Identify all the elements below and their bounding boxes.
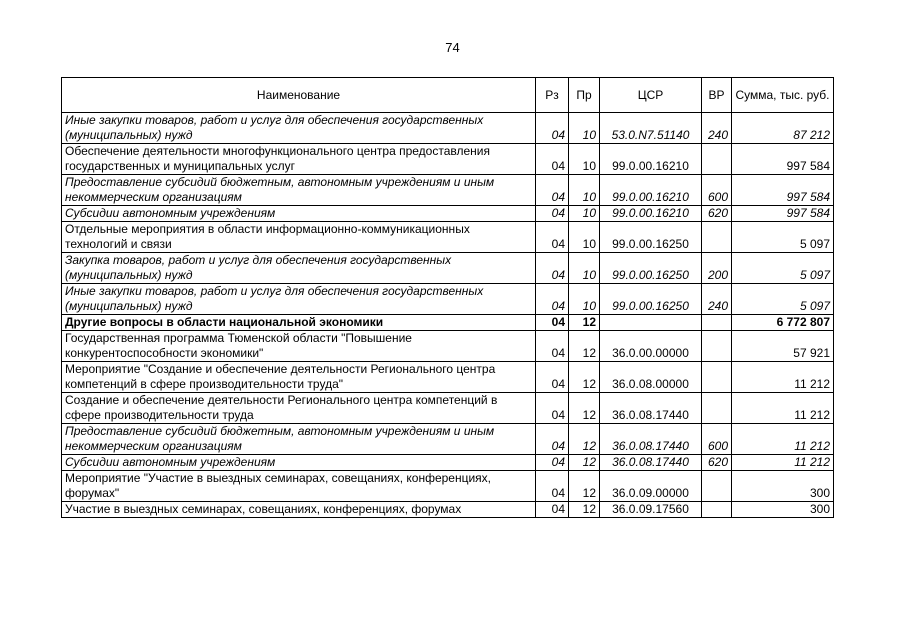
cell-pr: 10 — [569, 206, 600, 222]
cell-pr: 12 — [569, 424, 600, 455]
table-row — [62, 175, 834, 206]
cell-name: Субсидии автономным учреждениям — [62, 206, 536, 222]
cell-name: Участие в выездных семинарах, совещаниях, конференциях, форумах — [62, 502, 536, 518]
cell-vr: 240 — [702, 113, 732, 144]
cell-name: Иные закупки товаров, работ и услуг для обеспечения государственных (муниципальных) нужд — [62, 113, 536, 144]
cell-vr — [702, 471, 732, 502]
cell-pr: 10 — [569, 113, 600, 144]
table-row — [62, 113, 834, 144]
cell-name: Иные закупки товаров, работ и услуг для обеспечения государственных (муниципальных) нужд — [62, 284, 536, 315]
header-pr: Пр — [569, 78, 600, 113]
cell-csr: 36.0.09.17560 — [600, 502, 702, 518]
cell-vr — [702, 502, 732, 518]
cell-rz: 04 — [536, 253, 569, 284]
cell-sum: 5 097 — [732, 222, 834, 253]
cell-pr: 12 — [569, 315, 600, 331]
cell-csr: 99.0.00.16210 — [600, 144, 702, 175]
cell-rz: 04 — [536, 424, 569, 455]
cell-name: Другие вопросы в области национальной экономики — [62, 315, 536, 331]
cell-vr — [702, 362, 732, 393]
cell-csr: 36.0.08.17440 — [600, 455, 702, 471]
table-row — [62, 284, 834, 315]
cell-rz: 04 — [536, 502, 569, 518]
cell-rz: 04 — [536, 113, 569, 144]
cell-rz: 04 — [536, 331, 569, 362]
cell-pr: 10 — [569, 284, 600, 315]
cell-csr: 36.0.08.00000 — [600, 362, 702, 393]
cell-name: Отдельные мероприятия в области информационно-коммуникационных технологий и связи — [62, 222, 536, 253]
cell-pr: 12 — [569, 502, 600, 518]
cell-sum: 87 212 — [732, 113, 834, 144]
cell-csr: 99.0.00.16250 — [600, 222, 702, 253]
cell-pr: 10 — [569, 253, 600, 284]
cell-sum: 11 212 — [732, 362, 834, 393]
table-row — [62, 393, 834, 424]
cell-vr: 240 — [702, 284, 732, 315]
table-row — [62, 362, 834, 393]
cell-pr: 12 — [569, 362, 600, 393]
cell-sum: 57 921 — [732, 331, 834, 362]
cell-pr: 10 — [569, 175, 600, 206]
cell-sum: 5 097 — [732, 284, 834, 315]
cell-sum: 6 772 807 — [732, 315, 834, 331]
cell-pr: 12 — [569, 455, 600, 471]
table-row — [62, 222, 834, 253]
cell-csr: 36.0.09.00000 — [600, 471, 702, 502]
cell-name: Закупка товаров, работ и услуг для обеспечения государственных (муниципальных) нужд — [62, 253, 536, 284]
table-row — [62, 455, 834, 471]
cell-vr: 620 — [702, 455, 732, 471]
cell-rz: 04 — [536, 206, 569, 222]
cell-pr: 12 — [569, 471, 600, 502]
cell-csr: 53.0.N7.51140 — [600, 113, 702, 144]
cell-name: Мероприятие "Участие в выездных семинарах, совещаниях, конференциях, форумах" — [62, 471, 536, 502]
cell-sum: 300 — [732, 502, 834, 518]
cell-vr: 600 — [702, 175, 732, 206]
cell-vr: 200 — [702, 253, 732, 284]
cell-name: Предоставление субсидий бюджетным, автономным учреждениям и иным некоммерческим организациям — [62, 175, 536, 206]
header-sum: Сумма, тыс. руб. — [732, 78, 834, 113]
cell-sum: 300 — [732, 471, 834, 502]
header-csr: ЦСР — [600, 78, 702, 113]
cell-rz: 04 — [536, 284, 569, 315]
cell-rz: 04 — [536, 222, 569, 253]
cell-csr: 36.0.00.00000 — [600, 331, 702, 362]
cell-csr: 99.0.00.16210 — [600, 206, 702, 222]
cell-csr: 36.0.08.17440 — [600, 393, 702, 424]
cell-name: Обеспечение деятельности многофункционального центра предоставления государственных и муниципальных услуг — [62, 144, 536, 175]
cell-pr: 10 — [569, 222, 600, 253]
table-row — [62, 206, 834, 222]
cell-rz: 04 — [536, 471, 569, 502]
cell-sum: 5 097 — [732, 253, 834, 284]
cell-sum: 11 212 — [732, 455, 834, 471]
page-number: 74 — [445, 40, 460, 55]
table-row — [62, 502, 834, 518]
cell-vr — [702, 222, 732, 253]
cell-vr — [702, 144, 732, 175]
cell-name: Создание и обеспечение деятельности Регионального центра компетенций в сфере производительности труда — [62, 393, 536, 424]
cell-name: Предоставление субсидий бюджетным, автономным учреждениям и иным некоммерческим организациям — [62, 424, 536, 455]
cell-sum: 997 584 — [732, 144, 834, 175]
budget-table — [61, 77, 834, 518]
cell-vr: 620 — [702, 206, 732, 222]
cell-vr — [702, 315, 732, 331]
table-row — [62, 331, 834, 362]
table-row — [62, 424, 834, 455]
cell-rz: 04 — [536, 362, 569, 393]
cell-sum: 11 212 — [732, 424, 834, 455]
cell-vr — [702, 393, 732, 424]
table-row — [62, 315, 834, 331]
cell-csr — [600, 315, 702, 331]
table-row — [62, 144, 834, 175]
cell-rz: 04 — [536, 393, 569, 424]
cell-name: Мероприятие "Создание и обеспечение деятельности Регионального центра компетенций в сфере производительности труда" — [62, 362, 536, 393]
cell-sum: 997 584 — [732, 206, 834, 222]
cell-name: Субсидии автономным учреждениям — [62, 455, 536, 471]
table-body — [62, 113, 834, 518]
table-header-row — [62, 78, 834, 113]
cell-csr: 99.0.00.16250 — [600, 284, 702, 315]
table-row — [62, 471, 834, 502]
cell-sum: 997 584 — [732, 175, 834, 206]
cell-name: Государственная программа Тюменской области "Повышение конкурентоспособности экономики" — [62, 331, 536, 362]
cell-pr: 12 — [569, 393, 600, 424]
cell-rz: 04 — [536, 455, 569, 471]
header-vr: ВР — [702, 78, 732, 113]
table-row — [62, 253, 834, 284]
cell-pr: 12 — [569, 331, 600, 362]
cell-pr: 10 — [569, 144, 600, 175]
cell-sum: 11 212 — [732, 393, 834, 424]
cell-csr: 99.0.00.16210 — [600, 175, 702, 206]
cell-csr: 99.0.00.16250 — [600, 253, 702, 284]
header-rz: Рз — [536, 78, 569, 113]
cell-csr: 36.0.08.17440 — [600, 424, 702, 455]
cell-rz: 04 — [536, 315, 569, 331]
cell-rz: 04 — [536, 144, 569, 175]
cell-rz: 04 — [536, 175, 569, 206]
header-name: Наименование — [62, 78, 536, 113]
cell-vr: 600 — [702, 424, 732, 455]
cell-vr — [702, 331, 732, 362]
